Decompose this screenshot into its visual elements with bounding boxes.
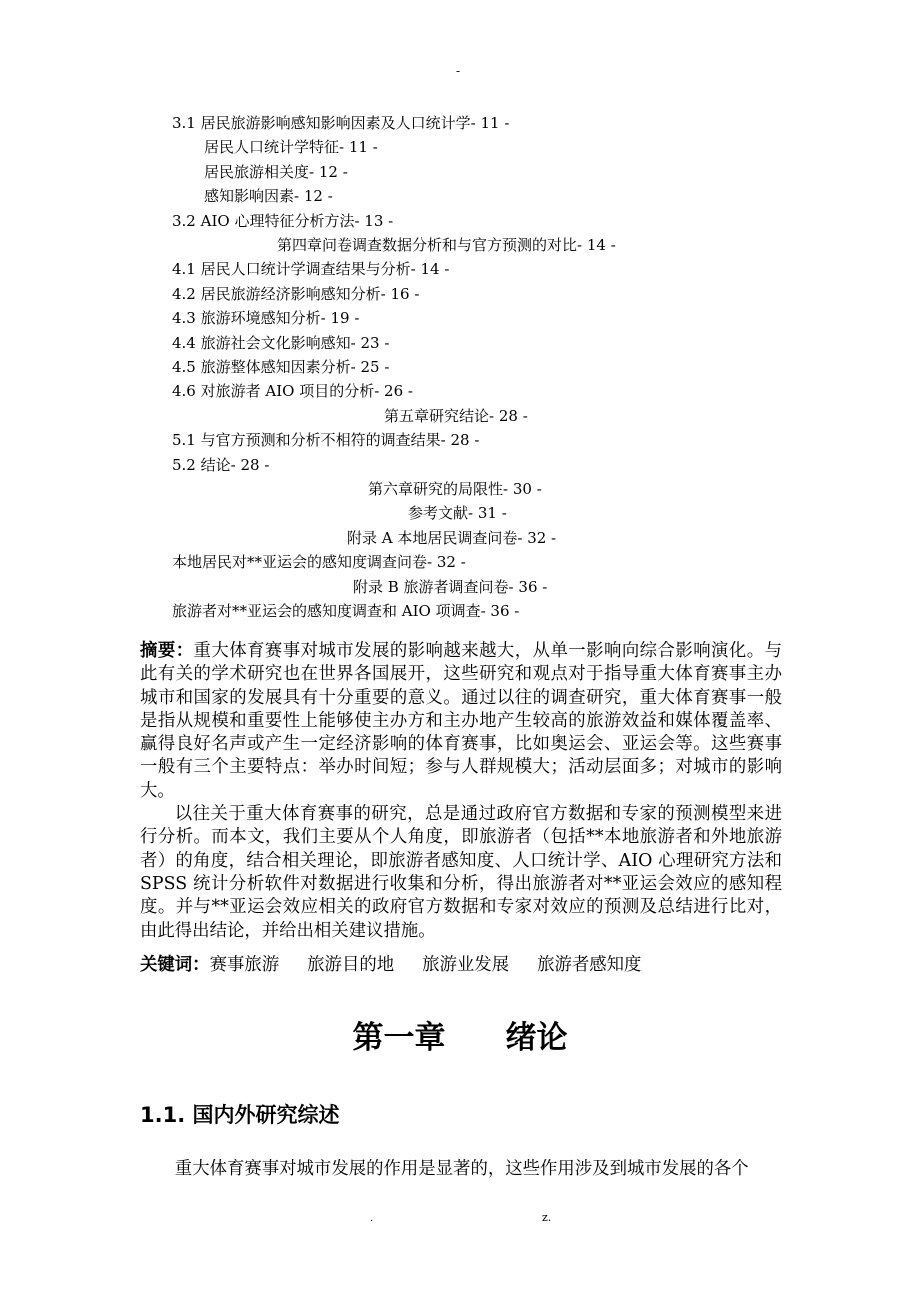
toc-entry[interactable]: 5.1 与官方预测和分析不相符的调查结果- 28 -: [172, 431, 480, 450]
body-text: 重大体育赛事对城市发展的作用是显著的，这些作用涉及到城市发展的各个: [174, 1159, 749, 1179]
chapter-title: [0, 1012, 920, 1057]
toc-entry[interactable]: 参考文献- 31 -: [408, 504, 507, 523]
toc-entry[interactable]: 3.2 AIO 心理特征分析方法- 13 -: [172, 211, 394, 230]
toc-entry[interactable]: 附录 A 本地居民调查问卷- 32 -: [347, 528, 557, 547]
abstract-text-1: 重大体育赛事对城市发展的影响越来越大，从单一影响向综合影响演化。与此有关的学术研究也在世界各国展开，这些研究和观点对于指导重大体育赛事主办城市和国家的发展具有十分重要的意义。通过以往的调查研究，重大体育赛事一般是指从规模和重要性上能够使主办方和主办地产生较高的旅游效益和媒体覆盖率、赢得良好名声或产生一定经济影响的体育赛事，比如奥运会、亚运会等。这些赛事一般有三个主要特点：举办时间短；参与人群规模大；活动层面多；对城市的影响大。: [140, 641, 782, 801]
toc-entry[interactable]: 第五章研究结论- 28 -: [384, 406, 528, 425]
keyword: 旅游者感知度: [537, 955, 642, 975]
keyword: 旅游目的地: [307, 955, 395, 975]
header-mark: -: [456, 64, 461, 78]
chapter-name: 绪论: [505, 1020, 568, 1056]
chapter-number: 第一章: [352, 1020, 446, 1056]
toc-entry[interactable]: 居民旅游相关度- 12 -: [204, 162, 348, 181]
toc-entry[interactable]: 3.1 居民旅游影响感知影响因素及人口统计学- 11 -: [172, 114, 510, 132]
abstract-paragraph-2: 以往关于重大体育赛事的研究，总是通过政府官方数据和专家的预测模型来进行分析。而本文，我们主要从个人角度，即旅游者（包括**本地旅游者和外地旅游者）的角度，结合相关理论，即旅游者感知度、人口统计学、AIO 心理研究方法和 SPSS 统计分析软件对数据进行收集和分析，得出旅游者对**亚运会效应的感知程度。并与**亚运会效应相关的政府官方数据和专家对效应的预测及总结进行比对，由此得出结论，并给出相关建议措施。: [140, 804, 782, 941]
keywords-label: 关键词：: [140, 955, 210, 975]
toc-entry[interactable]: 4.6 对旅游者 AIO 项目的分析- 26 -: [172, 382, 413, 401]
abstract-paragraph-1: [140, 640, 782, 803]
toc-entry[interactable]: 4.2 居民旅游经济影响感知分析- 16 -: [172, 284, 420, 303]
toc-entry[interactable]: 感知影响因素- 12 -: [204, 187, 333, 206]
footer-left-mark: .: [370, 1213, 374, 1224]
toc-entry[interactable]: 4.5 旅游整体感知因素分析- 25 -: [172, 358, 390, 376]
toc-entry[interactable]: 第六章研究的局限性- 30 -: [368, 480, 542, 498]
toc-entry[interactable]: 5.2 结论- 28 -: [172, 455, 270, 474]
abstract: [140, 640, 782, 943]
toc-entry[interactable]: 附录 B 旅游者调查问卷- 36 -: [353, 577, 548, 596]
toc-entry[interactable]: 居民人口统计学特征- 11 -: [204, 138, 378, 157]
toc-entry[interactable]: 本地居民对**亚运会的感知度调查问卷- 32 -: [172, 553, 466, 572]
keyword: 赛事旅游: [209, 955, 280, 975]
toc-entry[interactable]: 第四章问卷调查数据分析和与官方预测的对比- 14 -: [277, 236, 616, 254]
keywords: [140, 953, 641, 977]
keyword: 旅游业发展: [422, 955, 510, 975]
toc-entry[interactable]: 4.4 旅游社会文化影响感知- 23 -: [172, 333, 390, 352]
section-title: 1.1. 国内外研究综述: [140, 1103, 340, 1127]
footer-right-mark: z.: [542, 1211, 552, 1224]
toc-entry[interactable]: 4.1 居民人口统计学调查结果与分析- 14 -: [172, 260, 450, 279]
toc-entry[interactable]: 旅游者对**亚运会的感知度调查和 AIO 项调查- 36 -: [172, 602, 520, 620]
toc-entry[interactable]: 4.3 旅游环境感知分析- 19 -: [172, 309, 360, 328]
abstract-label: 摘要：: [140, 641, 194, 661]
